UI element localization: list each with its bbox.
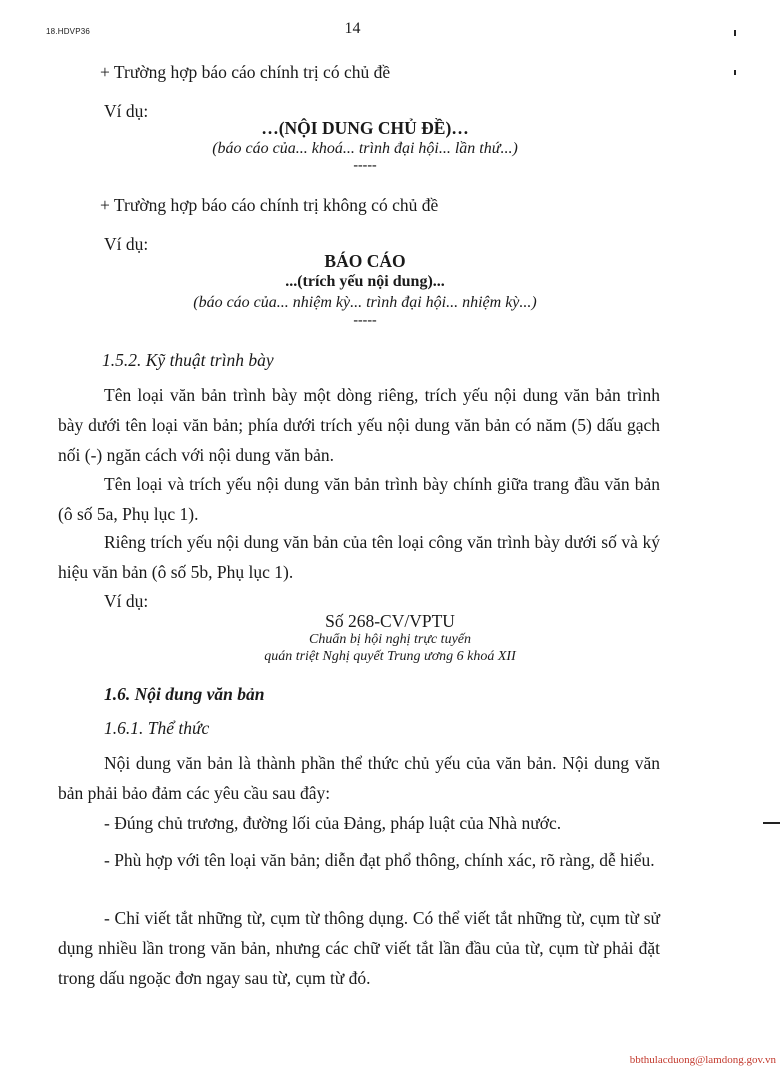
section-1-6-1-heading: 1.6.1. Thể thức: [104, 718, 210, 738]
example-label-3: Ví dụ:: [104, 591, 149, 611]
report-summary: ...(trích yếu nội dung)...: [285, 273, 445, 290]
case-without-topic-heading: + Trường hợp báo cáo chính trị không có chủ đề: [100, 195, 439, 215]
section-1-5-2-heading: 1.5.2. Kỹ thuật trình bày: [102, 350, 274, 370]
report-title: BÁO CÁO: [324, 251, 406, 271]
separator-1: -----: [353, 158, 377, 173]
page-number: 14: [344, 20, 361, 37]
document-code: 18.HDVP36: [46, 27, 91, 36]
section-1-5-2-paragraph-1: Tên loại văn bản trình bày một dòng riêng, trích yếu nội dung văn bản trình bày dưới tên loại văn bản; phía dưới trích yếu nội dung văn bản có năm (5) dấu gạch nối (-) ngăn cách với nội dung văn bản.: [58, 385, 660, 465]
scan-mark-mid: [734, 70, 736, 75]
report-subtitle: (báo cáo của... nhiệm kỳ... trình đại hội... nhiệm kỳ...): [193, 294, 537, 311]
section-1-6-heading: 1.6. Nội dung văn bản: [104, 684, 265, 704]
example-document-number: Số 268-CV/VPTU: [325, 611, 455, 631]
content-requirement-1: - Đúng chủ trương, đường lối của Đảng, pháp luật của Nhà nước.: [104, 813, 562, 833]
source-email: bbthulacduong@lamdong.gov.vn: [629, 1054, 776, 1066]
example-summary-line-1: Chuẩn bị hội nghị trực tuyến: [308, 632, 471, 647]
separator-2: -----: [353, 313, 377, 328]
example-label-2: Ví dụ:: [104, 234, 149, 254]
case-with-topic-heading: + Trường hợp báo cáo chính trị có chủ đề: [100, 62, 391, 82]
example-topic-title: …(NỘI DUNG CHỦ ĐỀ)…: [261, 118, 469, 138]
example-label-1: Ví dụ:: [104, 101, 149, 121]
scan-mark: [763, 822, 780, 824]
content-requirement-2: - Phù hợp với tên loại văn bản; diễn đạt phổ thông, chính xác, rõ ràng, dễ hiểu.: [104, 850, 655, 870]
section-1-6-paragraph-1: Nội dung văn bản là thành phần thể thức chủ yếu của văn bản. Nội dung văn bản phải bảo đảm các yêu cầu sau đây:: [58, 753, 660, 803]
example-topic-subtitle: (báo cáo của... khoá... trình đại hội... lần thứ...): [212, 140, 518, 157]
section-1-5-2-paragraph-2: Tên loại và trích yếu nội dung văn bản trình bày chính giữa trang đầu văn bản (ô số 5a, Phụ lục 1).: [58, 474, 660, 524]
content-requirement-3: - Chỉ viết tắt những từ, cụm từ thông dụng. Có thể viết tắt những từ, cụm từ sử dụng nhiều lần trong văn bản, nhưng các chữ viết tắt lần đầu của từ, cụm từ phải đặt trong dấu ngoặc đơn ngay sau từ, cụm từ đó.: [58, 908, 660, 988]
scan-mark-top: [734, 30, 736, 36]
section-1-5-2-paragraph-3: Riêng trích yếu nội dung văn bản của tên loại công văn trình bày dưới số và ký hiệu văn bản (ô số 5b, Phụ lục 1).: [58, 532, 660, 582]
example-summary-line-2: quán triệt Nghị quyết Trung ương 6 khoá XII: [264, 649, 516, 664]
